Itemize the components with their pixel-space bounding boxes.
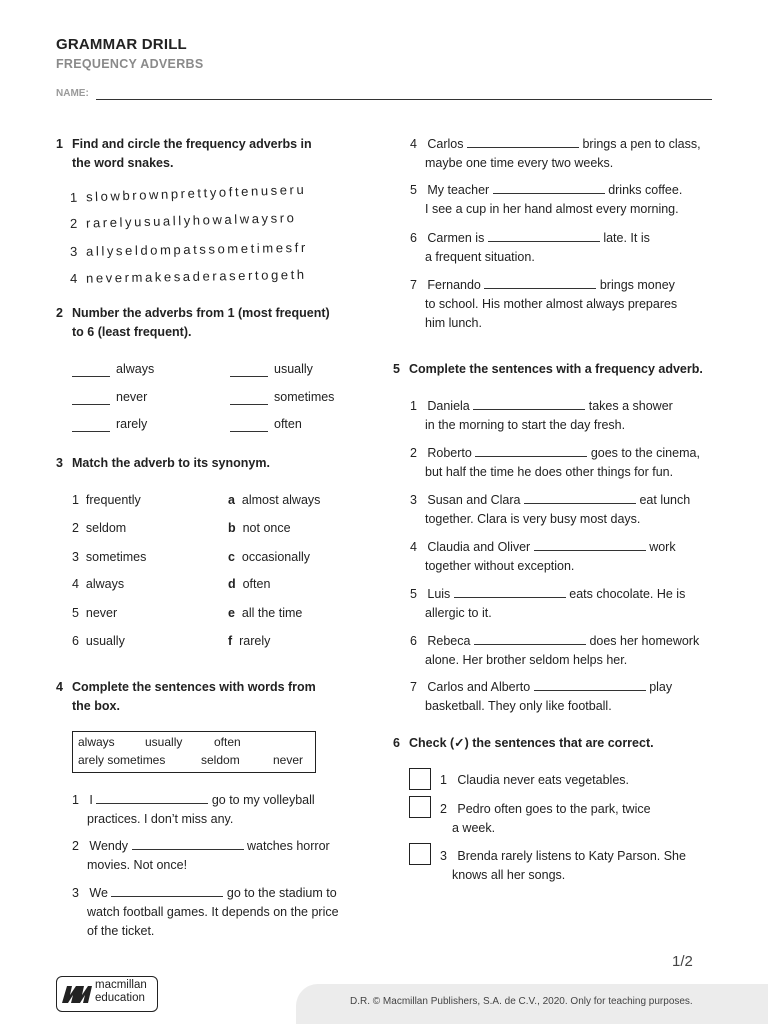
worksheet-title: GRAMMAR DRILL [56,36,187,53]
box-word: often [214,735,241,749]
q4-instruction-line2: the box. [72,699,120,713]
box-word: always [78,735,115,749]
q2-number: 2 [56,306,63,320]
answer-blank[interactable] [474,632,586,645]
snake-number: 4 [69,270,80,286]
snake-letters: slowbrownprettyoftenuseru [85,181,307,205]
word-snake-1[interactable] [70,182,307,205]
q1-number: 1 [56,137,63,151]
answer-blank[interactable] [467,135,579,148]
answer-blank[interactable] [475,444,587,457]
rank-item: always [116,362,155,376]
answer-blank[interactable] [534,538,646,551]
logo-text: macmillan education [95,979,147,1004]
match-left-item[interactable]: 4 always [72,577,125,591]
q6-number: 6 [393,736,400,750]
q4-item: 2 Wendy watches horror movies. Not once! [72,839,330,872]
q2-heading [56,304,356,344]
answer-blank[interactable] [473,397,585,410]
page-number: 1/2 [672,953,693,970]
match-left-item[interactable]: 1 frequently [72,493,141,507]
snake-number: 2 [69,215,81,231]
q3-number: 3 [56,456,63,470]
box-word: seldom [201,753,240,767]
q3-match-list [72,491,372,661]
q4-heading [56,678,356,718]
q5-number: 5 [393,362,400,376]
q5-item: 4 Claudia and Oliver work together without exception. [410,540,676,573]
q3-instruction: Match the adverb to its synonym. [72,456,270,470]
q6-instruction: Check (✓) the sentences that are correct. [409,736,654,750]
box-word: usually [145,735,183,749]
q5-item: 3 Susan and Clara eat lunch together. Clara is very busy most days. [410,493,691,526]
name-field[interactable] [96,99,712,100]
answer-blank[interactable] [96,791,208,804]
q4-item: 4 Carlos brings a pen to class, maybe one time every two weeks. [410,137,701,170]
copyright-text: D.R. © Macmillan Publishers, S.A. de C.V., 2020. Only for teaching purposes. [350,996,693,1007]
q6-item: 2 Pedro often goes to the park, twice a week. [440,802,651,835]
rank-item: often [274,417,302,431]
word-snake-4[interactable] [70,267,307,286]
match-right-item[interactable]: f rarely [228,634,271,648]
answer-blank[interactable] [132,837,244,850]
q5-item: 6 Rebeca does her homework alone. Her brother seldom helps her. [410,634,700,667]
name-label: NAME: [56,88,89,99]
snake-letters: allyseldompatssometimesfr [85,239,308,259]
answer-blank[interactable] [524,491,636,504]
match-right-item[interactable]: a almost always [228,493,321,507]
rank-blank[interactable] [230,376,268,377]
match-left-item[interactable]: 6 usually [72,634,125,648]
q5-instruction: Complete the sentences with a frequency adverb. [409,362,703,376]
box-word: arely sometimes [78,753,166,767]
q5-item: 2 Roberto goes to the cinema, but half the time he does other things for fun. [410,446,700,479]
q4-item: 5 My teacher drinks coffee. I see a cup in her hand almost every morning. [410,183,683,216]
match-right-item[interactable]: b not once [228,521,291,535]
rank-blank[interactable] [72,431,110,432]
q4-item: 7 Fernando brings money to school. His mother almost always prepares him lunch. [410,278,678,330]
rank-blank[interactable] [72,404,110,405]
match-left-item[interactable]: 2 seldom [72,521,127,535]
q1-heading [56,135,356,175]
match-left-item[interactable]: 5 never [72,606,118,620]
q5-item: 7 Carlos and Alberto play basketball. They only like football. [410,680,673,713]
rank-item: usually [274,362,313,376]
match-left-item[interactable]: 3 sometimes [72,550,147,564]
answer-blank[interactable] [484,276,596,289]
q5-item: 1 Daniela takes a shower in the morning to start the day fresh. [410,399,673,432]
q3-heading [56,454,356,474]
q5-heading [393,360,733,380]
q4-item: 3 We go to the stadium to watch football games. It depends on the price of the ticket. [72,886,339,938]
q2-rank-list [72,360,372,440]
logo-mark-icon [61,983,93,1005]
q1-instruction-line2: the word snakes. [72,156,174,170]
answer-blank[interactable] [488,229,600,242]
q4-instruction-line1: Complete the sentences with words from [72,680,316,694]
snake-number: 3 [69,243,80,259]
publisher-logo [56,976,158,1012]
q4-item: 6 Carmen is late. It is a frequent situation. [410,231,650,264]
q1-instruction-line1: Find and circle the frequency adverbs in [72,137,312,151]
q6-item: 3 Brenda rarely listens to Katy Parson. She knows all her songs. [440,849,686,882]
checkbox[interactable] [409,768,431,790]
q6-item: 1 Claudia never eats vegetables. [440,773,630,787]
rank-item: sometimes [274,390,335,404]
q5-item: 5 Luis eats chocolate. He is allergic to it. [410,587,686,620]
answer-blank[interactable] [111,884,223,897]
checkbox[interactable] [409,796,431,818]
rank-item: never [116,390,148,404]
match-right-item[interactable]: e all the time [228,606,303,620]
word-snake-3[interactable] [70,240,308,259]
checkbox[interactable] [409,843,431,865]
match-right-item[interactable]: d often [228,577,271,591]
rank-item: rarely [116,417,148,431]
rank-blank[interactable] [230,431,268,432]
match-right-item[interactable]: c occasionally [228,550,310,564]
snake-letters: rarelyusuallyhowalwaysro [85,210,297,231]
q4-item: 1 I go to my volleyball practices. I don’t miss any. [72,793,315,826]
word-snake-2[interactable] [70,210,297,231]
q6-heading [393,734,733,754]
q2-instruction-line2: to 6 (least frequent). [72,325,192,339]
q4-number: 4 [56,680,63,694]
snake-letters: nevermakesaderasertogeth [85,266,307,286]
snake-number: 1 [69,189,81,205]
answer-blank[interactable] [534,678,646,691]
word-box [72,731,316,773]
rank-blank[interactable] [230,404,268,405]
answer-blank[interactable] [493,181,605,194]
box-word: never [273,753,304,767]
rank-blank[interactable] [72,376,110,377]
q2-instruction-line1: Number the adverbs from 1 (most frequent) [72,306,330,320]
answer-blank[interactable] [454,585,566,598]
worksheet-subtitle: FREQUENCY ADVERBS [56,57,204,71]
